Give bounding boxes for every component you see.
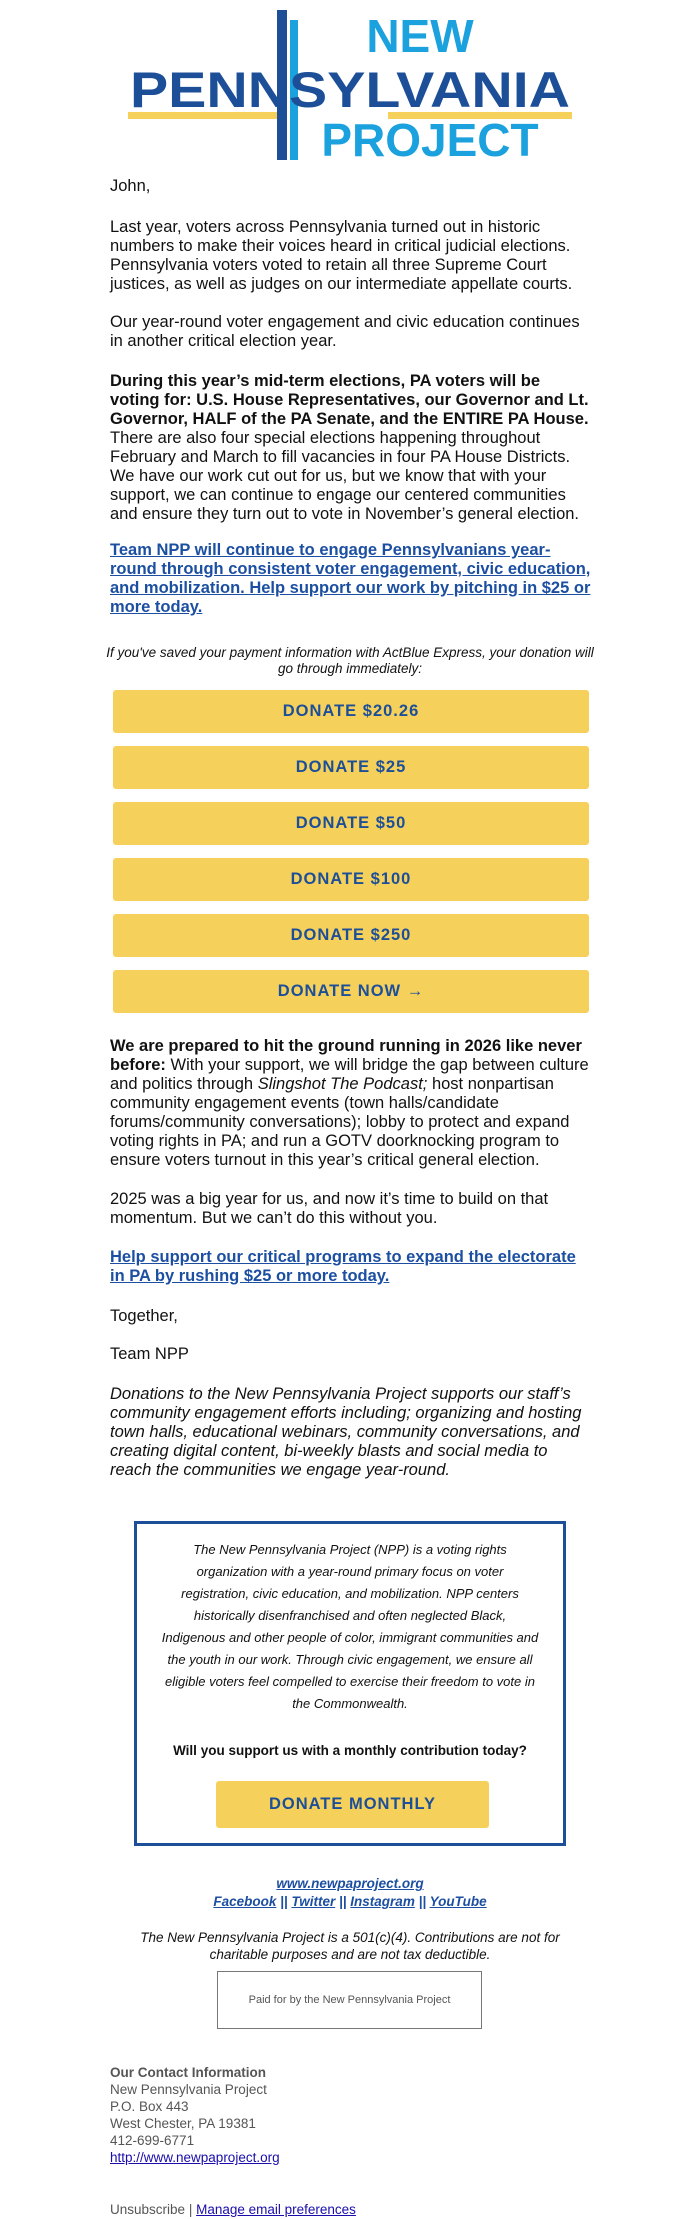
separator: || <box>280 1894 288 1909</box>
donate-250-button[interactable]: DONATE $250 <box>113 914 589 957</box>
greeting: John, <box>110 177 151 195</box>
momentum-paragraph: 2025 was a big year for us, and now it’s time to build on that momentum. But we can’t do this without you. <box>110 1190 549 1227</box>
logo-word-pennsylvania: PENNSYLVANIA <box>130 62 570 118</box>
logo-word-project: PROJECT <box>321 114 539 160</box>
unsubscribe-separator: | <box>188 2202 193 2217</box>
donate-now-button[interactable]: DONATE NOW → <box>113 970 589 1013</box>
logo-word-new: NEW <box>366 10 474 62</box>
footer-links <box>100 1875 600 1911</box>
legal-disclaimer: The New Pennsylvania Project is a 501(c)(4). Contributions are not for charitable purposes and are not tax deductible. <box>140 1930 560 1962</box>
donate-50-button[interactable]: DONATE $50 <box>113 802 589 845</box>
donate-button-list <box>113 690 589 1026</box>
paid-for-box: Paid for by the New Pennsylvania Project <box>217 1971 482 2029</box>
contact-city: West Chester, PA 19381 <box>110 2116 256 2131</box>
contact-title: Our Contact Information <box>110 2065 266 2080</box>
manage-preferences-link[interactable]: Manage email preferences <box>196 2202 356 2217</box>
plans-paragraph <box>110 1037 592 1170</box>
support-link[interactable]: Team NPP will continue to engage Pennsylvanians year-round through consistent voter engagement, civic education, and mobilization. Help support our work by pitching in $25 or more today. <box>110 541 591 616</box>
elections-bold-text: During this year’s mid-term elections, PA voters will be voting for: U.S. House Representatives, our Governor and Lt. Governor, HALF of the PA Senate, and the ENTIRE PA House. <box>110 372 589 428</box>
programs-link-paragraph <box>110 1248 592 1286</box>
separator: || <box>418 1894 427 1909</box>
signoff-together: Together, <box>110 1307 178 1325</box>
donate-25-button[interactable]: DONATE $25 <box>113 746 589 789</box>
elections-rest-text: There are also four special elections happening throughout February and March to fill vacancies in four PA House Districts. We have our work cut out for us, but we know that with your support, we can continue to engage our centered communities and ensure they turn out to vote in November’s general election. <box>110 429 580 523</box>
donate-monthly-button[interactable]: DONATE MONTHLY <box>216 1781 489 1828</box>
contact-phone: 412-699-6771 <box>110 2133 195 2148</box>
support-link-paragraph <box>110 541 592 617</box>
donate-2026-button[interactable]: DONATE $20.26 <box>113 690 589 733</box>
donate-100-button[interactable]: DONATE $100 <box>113 858 589 901</box>
donation-note: Donations to the New Pennsylvania Project supports our staff’s community engagement efforts including; organizing and hosting town halls, educational webinars, community conversations, and creating digital content, bi-weekly blasts and social media to reach the communities we engage year-round. <box>110 1385 582 1479</box>
facebook-link[interactable]: Facebook <box>213 1894 277 1909</box>
plans-text-b: host nonpartisan community engagement events (town halls/candidate forums/community conversations); lobby to protect and expand voting rights in PA; and run a GOTV doorknocking program to ensure voters turnout in this year’s critical general election. <box>110 1075 570 1169</box>
website-link[interactable]: www.newpaproject.org <box>276 1876 424 1891</box>
intro-paragraph: Last year, voters across Pennsylvania turned out in historic numbers to make their voices heard in critical judicial elections. Pennsylvania voters voted to retain all three Supreme Court justices, as well as judges on our intermediate appellate courts. <box>110 218 573 293</box>
npp-info-box <box>134 1521 566 1846</box>
unsubscribe-link[interactable]: Unsubscribe <box>110 2202 186 2217</box>
actblue-note: If you've saved your payment information with ActBlue Express, your donation will go through immediately: <box>106 645 594 676</box>
signoff-team: Team NPP <box>110 1345 189 1363</box>
contact-info <box>110 2064 580 2166</box>
contact-name: New Pennsylvania Project <box>110 2082 267 2097</box>
plans-bold-text: We are prepared to hit the ground running in 2026 like never before: <box>110 1037 582 1074</box>
unsubscribe-row <box>110 2201 356 2218</box>
plans-text-a: With your support, we will bridge the gap between culture and politics through <box>110 1056 589 1093</box>
elections-paragraph <box>110 372 592 524</box>
npp-description: The New Pennsylvania Project (NPP) is a voting rights organization with a year-round primary focus on voter registration, civic education, and mobilization. NPP centers historically disenfranchised and often neglected Black, Indigenous and other people of color, immigrant communities and the youth in our work. Through civic engagement, we ensure all eligible voters feel compelled to exercise their freedom to vote in the Commonwealth. <box>161 1542 539 1711</box>
contact-url-link[interactable]: http://www.newpaproject.org <box>110 2150 280 2165</box>
engagement-paragraph: Our year-round voter engagement and civic education continues in another critical election year. <box>110 313 580 350</box>
monthly-ask: Will you support us with a monthly contribution today? <box>173 1743 527 1758</box>
podcast-name: Slingshot The Podcast; <box>257 1075 428 1093</box>
youtube-link[interactable]: YouTube <box>429 1894 487 1909</box>
instagram-link[interactable]: Instagram <box>350 1894 415 1909</box>
npp-logo <box>120 10 580 160</box>
contact-po-box: P.O. Box 443 <box>110 2099 189 2114</box>
twitter-link[interactable]: Twitter <box>291 1894 336 1909</box>
programs-link[interactable]: Help support our critical programs to expand the electorate in PA by rushing $25 or more today. <box>110 1248 576 1285</box>
separator: || <box>338 1894 347 1909</box>
